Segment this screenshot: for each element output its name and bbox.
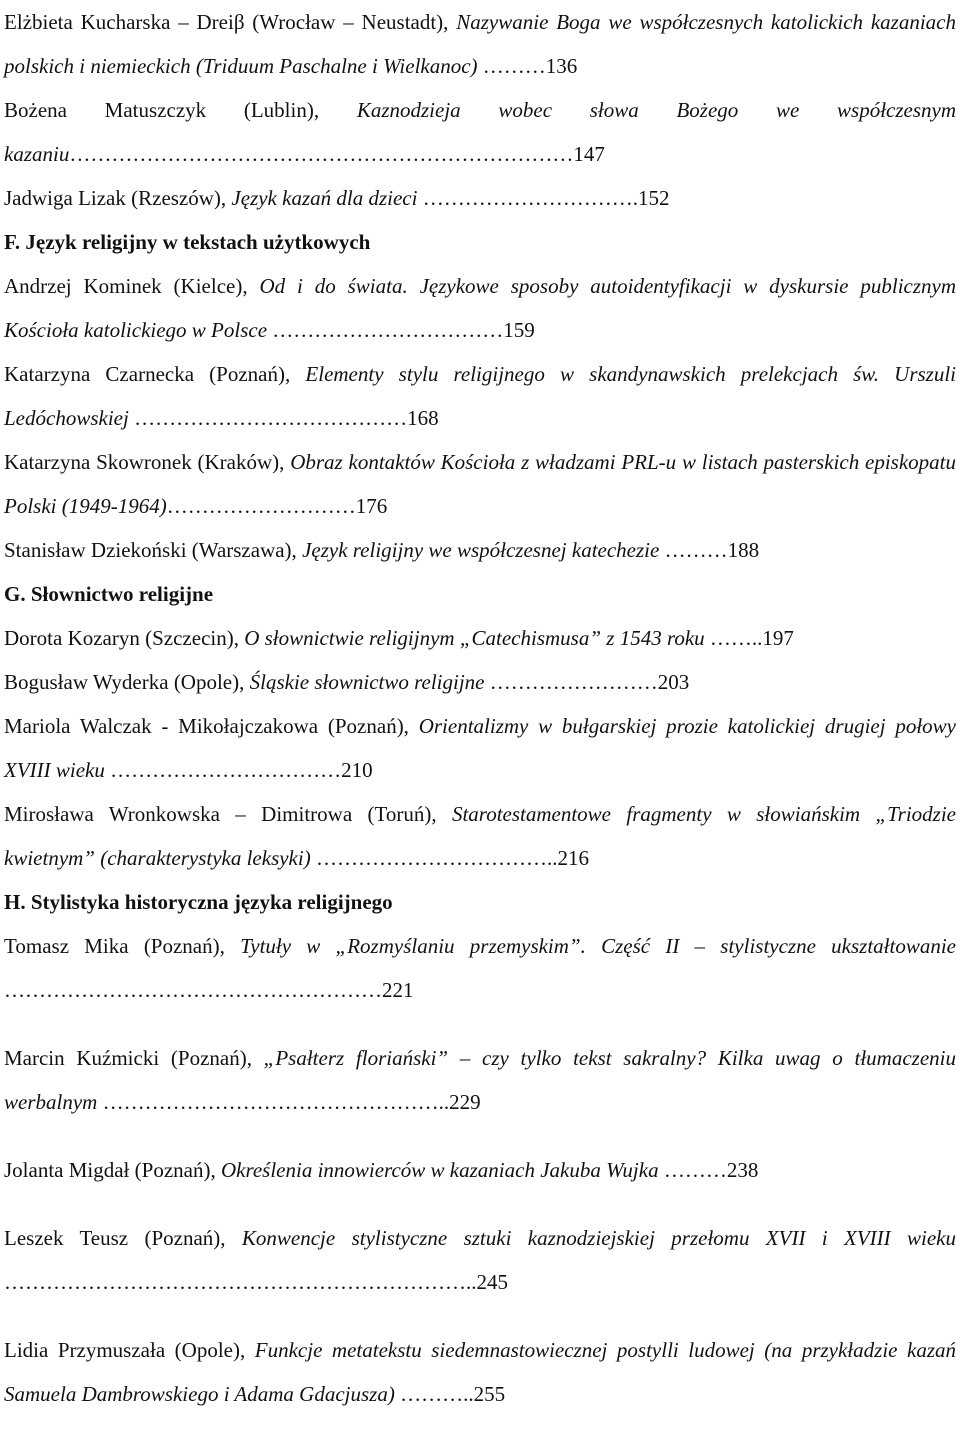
- entry-author: Katarzyna Skowronek (Kraków),: [4, 450, 291, 474]
- entry-author: Jolanta Migdał (Poznań),: [4, 1158, 221, 1182]
- entry-page: ………………………176: [166, 494, 388, 518]
- toc-entry: [4, 616, 956, 660]
- toc-entry: [4, 88, 956, 176]
- entry-title: Nazywanie Boga we współczesnych katolickich kazaniach polskich i niemieckich (Triduum Paschalne i Wielkanoc): [4, 10, 956, 78]
- entry-author: Marcin Kuźmicki (Poznań),: [4, 1046, 264, 1070]
- toc-entry: [4, 660, 956, 704]
- entry-author: Dorota Kozaryn (Szczecin),: [4, 626, 245, 650]
- entry-title: Elementy stylu religijnego w skandynawskich prelekcjach św. Urszuli Ledóchowskiej: [4, 362, 957, 430]
- entry-title: Od i do świata. Językowe sposoby autoidentyfikacji w dyskursie publicznym Kościoła katolickiego w Polsce: [4, 274, 957, 342]
- entry-title: Tytuły w „Rozmyślaniu przemyskim”. Część II – stylistyczne ukształtowanie: [240, 934, 957, 958]
- entry-page: ………………………………………………………………147: [69, 142, 605, 166]
- entry-author: Lidia Przymuszała (Opole),: [4, 1338, 255, 1362]
- entry-page: ………………………….152: [417, 186, 670, 210]
- entry-title: Obraz kontaktów Kościoła z władzami PRL-u w listach pasterskich episkopatu Polski (1949-1964): [4, 450, 956, 518]
- entry-title: Orientalizmy w bułgarskiej prozie katolickiej drugiej połowy XVIII wieku: [4, 714, 956, 782]
- toc-entry: [4, 792, 956, 880]
- toc-entry: [4, 924, 956, 1012]
- entry-author: Tomasz Mika (Poznań),: [4, 934, 241, 958]
- entry-title: Konwencje stylistyczne sztuki kaznodziejskiej przełomu XVII i XVIII wieku: [241, 1226, 956, 1250]
- entry-page: ……………………………..216: [310, 846, 589, 870]
- entry-page: ………238: [658, 1158, 759, 1182]
- entry-page: ………136: [477, 54, 578, 78]
- entry-title: Śląskie słownictwo religijne: [249, 670, 485, 694]
- entry-page: ………188: [659, 538, 760, 562]
- toc-entry: [4, 440, 956, 528]
- entry-page: ………..255: [394, 1382, 506, 1406]
- entry-author: Bogusław Wyderka (Opole),: [4, 670, 250, 694]
- toc-entry: [4, 528, 956, 572]
- entry-page: …………………………………168: [128, 406, 439, 430]
- entry-author: Mariola Walczak - Mikołajczakowa (Poznań),: [4, 714, 419, 738]
- entry-author: Mirosława Wronkowska – Dimitrowa (Toruń),: [4, 802, 452, 826]
- entry-author: Stanisław Dziekoński (Warszawa),: [4, 538, 303, 562]
- toc-entry: [4, 176, 956, 220]
- entry-title: „Psałterz floriański” – czy tylko tekst sakralny? Kilka uwag o tłumaczeniu werbalnym: [4, 1046, 956, 1114]
- entry-page: ………………………………………………221: [4, 978, 414, 1002]
- entry-author: Leszek Teusz (Poznań),: [4, 1226, 242, 1250]
- section-heading: H. Stylistyka historyczna języka religijnego: [4, 890, 393, 914]
- entry-title: O słownictwie religijnym „Catechismusa” z 1543 roku: [244, 626, 705, 650]
- entry-author: Bożena Matuszczyk (Lublin),: [4, 98, 357, 122]
- entry-author: Jadwiga Lizak (Rzeszów),: [4, 186, 232, 210]
- entry-title: Kaznodzieja wobec słowa Bożego we współczesnym kazaniu: [4, 98, 957, 166]
- toc-entry: [4, 1216, 956, 1304]
- entry-title: Język religijny we współczesnej katechezie: [302, 538, 660, 562]
- section-heading: F. Język religijny w tekstach użytkowych: [4, 230, 371, 254]
- toc-entry: [4, 704, 956, 792]
- entry-page: ……………………203: [484, 670, 690, 694]
- entry-title: Starotestamentowe fragmenty w słowiańskim „Triodzie kwietnym” (charakterystyka leksyki): [4, 802, 956, 870]
- entry-page: …………………………………………..229: [97, 1090, 481, 1114]
- toc-entry: [4, 1148, 956, 1192]
- toc-entry: [4, 0, 956, 88]
- entry-page: ……………………………159: [267, 318, 535, 342]
- entry-author: Katarzyna Czarnecka (Poznań),: [4, 362, 306, 386]
- entry-author: Andrzej Kominek (Kielce),: [4, 274, 260, 298]
- table-of-contents: [4, 0, 956, 1440]
- entry-author: Elżbieta Kucharska – Dreiβ (Wrocław – Neustadt),: [4, 10, 457, 34]
- toc-entry: [4, 352, 956, 440]
- entry-title: Określenia innowierców w kazaniach Jakuba Wujka: [220, 1158, 659, 1182]
- section-heading: G. Słownictwo religijne: [4, 582, 214, 606]
- entry-page: ……………………………210: [104, 758, 373, 782]
- entry-title: Język kazań dla dzieci: [231, 186, 418, 210]
- toc-entry: [4, 1328, 956, 1416]
- entry-title: Funkcje metatekstu siedemnastowiecznej postylli ludowej (na przykładzie kazań Samuela Dambrowskiego i Adama Gdacjusza): [4, 1338, 956, 1406]
- toc-entry: [4, 264, 956, 352]
- toc-entry: [4, 1036, 956, 1124]
- entry-page: …………………………………………………………..245: [4, 1270, 508, 1294]
- entry-page: ……..197: [704, 626, 794, 650]
